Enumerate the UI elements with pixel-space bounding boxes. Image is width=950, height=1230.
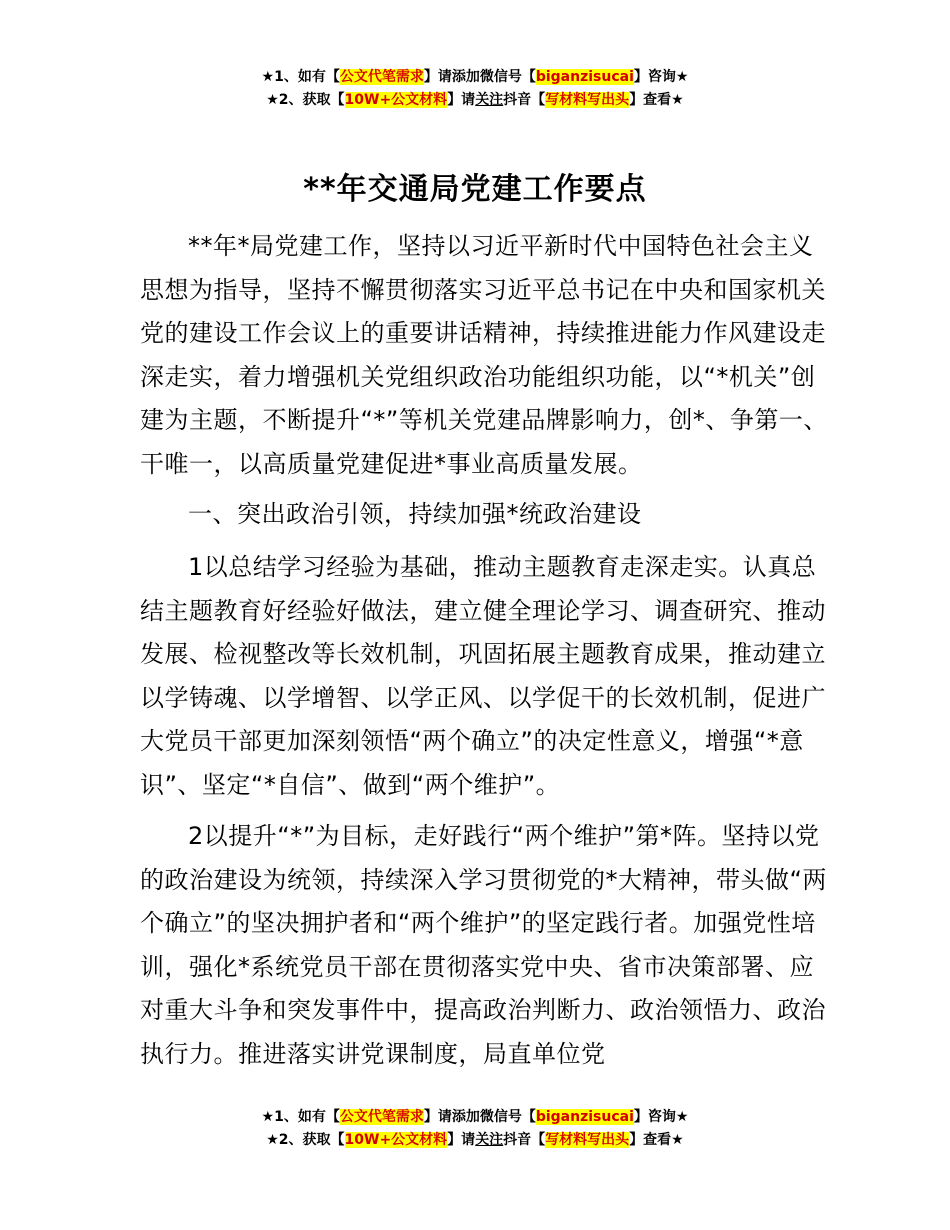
- banner-text: 】请: [423, 69, 452, 85]
- intro-section: [140, 225, 834, 486]
- item-2-paragraph: 2以提升“*”为目标，走好践行“两个维护”第*阵。坚持以党的政治建设为统领，持续深入学习贯彻党的*大精神，带头做“两个确立”的坚决拥护者和“两个维护”的坚定践行者。加强党性培训，强化*系统党员干部在贯彻落实党中央、省市决策部署、应对重大斗争和突发事件中，提高政治判断力、政治领悟力、政治执行力。推进落实讲党课制度，局直单位党: [140, 822, 827, 1068]
- banner-text: 微信号【: [479, 1109, 536, 1125]
- item-2-section: [140, 815, 834, 1076]
- banner-line-2: [0, 1129, 950, 1152]
- banner-text: ★1、如有【: [261, 69, 340, 85]
- banner-text: 】查看★: [629, 92, 684, 108]
- banner-underlined: 关注: [475, 1132, 504, 1148]
- header-banner: [0, 66, 950, 112]
- item-1-section: [140, 546, 834, 807]
- banner-text: 】请: [447, 1132, 476, 1148]
- banner-text: ★2、获取【: [266, 1132, 345, 1148]
- banner-line-1: [0, 1106, 950, 1129]
- wechat-id-highlight: biganzisucai: [535, 69, 634, 85]
- banner-text: 】咨询★: [633, 69, 689, 85]
- banner-text: 】咨询★: [633, 1109, 689, 1125]
- section-heading-block: [140, 493, 834, 537]
- highlight-tag: 10W+公文材料: [344, 92, 448, 108]
- footer-banner: [0, 1106, 950, 1152]
- banner-underlined: 关注: [475, 92, 504, 108]
- douyin-highlight: 写材料写出头: [545, 92, 630, 108]
- banner-text: 】请: [447, 92, 476, 108]
- section-heading: 一、突出政治引领，持续加强*统政治建设: [188, 500, 642, 528]
- banner-text: ★1、如有【: [261, 1109, 340, 1125]
- item-1-paragraph: 1以总结学习经验为基础，推动主题教育走深走实。认真总结主题教育好经验好做法，建立健全理论学习、调查研究、推动发展、检视整改等长效机制，巩固拓展主题教育成果，推动建立以学铸魂、以学增智、以学正风、以学促干的长效机制，促进广大党员干部更加深刻领悟“两个确立”的决定性意义，增强“*意识”、坚定“*自信”、做到“两个维护”。: [140, 553, 826, 799]
- banner-text: ★2、获取【: [266, 92, 345, 108]
- banner-emphasis: 添加: [451, 69, 480, 85]
- document-title: **年交通局党建工作要点: [303, 172, 647, 207]
- intro-paragraph: **年*局党建工作，坚持以习近平新时代中国特色社会主义思想为指导，坚持不懈贯彻落实习近平总书记在中央和国家机关党的建设工作会议上的重要讲话精神，持续推进能力作风建设走深走实，着力增强机关党组织政治功能组织功能，以“*机关”创建为主题，不断提升“*”等机关党建品牌影响力，创*、争第一、干唯一，以高质量党建促进*事业高质量发展。: [140, 232, 828, 478]
- banner-text: 】请: [423, 1109, 452, 1125]
- banner-emphasis: 添加: [451, 1109, 480, 1125]
- highlight-tag: 10W+公文材料: [344, 1132, 448, 1148]
- douyin-highlight: 写材料写出头: [545, 1132, 630, 1148]
- banner-text: 抖音【: [503, 92, 546, 108]
- banner-text: 抖音【: [503, 1132, 546, 1148]
- wechat-id-highlight: biganzisucai: [535, 1109, 634, 1125]
- highlight-tag: 公文代笔需求: [339, 1109, 424, 1125]
- banner-line-2: [0, 89, 950, 112]
- highlight-tag: 公文代笔需求: [339, 69, 424, 85]
- banner-text: 微信号【: [479, 69, 536, 85]
- banner-line-1: [0, 66, 950, 89]
- banner-text: 】查看★: [629, 1132, 684, 1148]
